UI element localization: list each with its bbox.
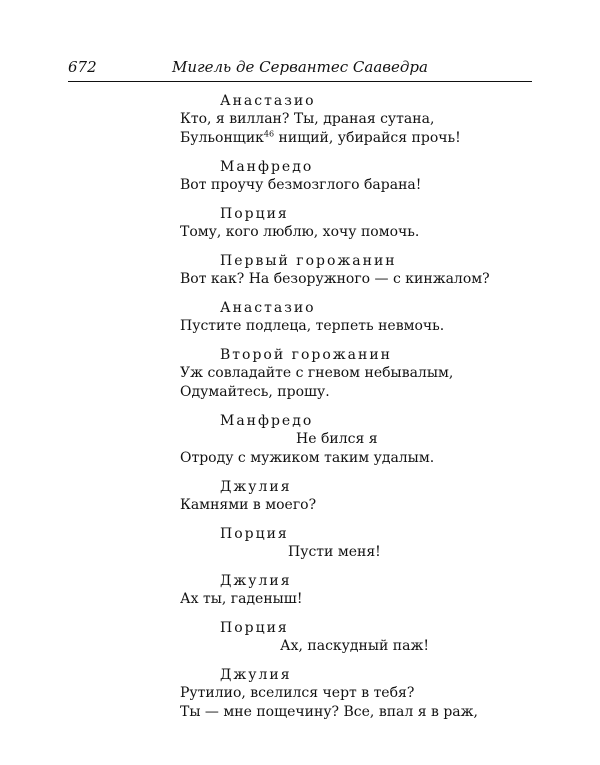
speaker-name: Первый горожанин xyxy=(220,253,397,269)
verse-line: Вот проучу безмозглого барана! xyxy=(180,177,422,193)
page-number: 672 xyxy=(68,58,97,76)
verse-line: Пустите подлеца, терпеть невмочь. xyxy=(180,318,445,334)
verse-line: Вот как? На безоружного — с кинжалом? xyxy=(180,271,490,287)
speaker-name: Джулия xyxy=(220,479,292,495)
speaker-name: Второй горожанин xyxy=(220,347,393,363)
speaker-name: Порция xyxy=(220,620,289,636)
page-header xyxy=(68,58,532,80)
verse-line: Уж совладайте с гневом небывалым, xyxy=(180,365,454,381)
verse-line: Ты — мне пощечину? Все, впал я в раж, xyxy=(180,704,478,720)
verse-line: Пусти меня! xyxy=(288,544,381,560)
verse-line: Кто, я виллан? Ты, драная сутана, xyxy=(180,111,435,127)
speaker-name: Анастазио xyxy=(220,300,316,316)
header-rule xyxy=(68,81,532,82)
speaker-name: Джулия xyxy=(220,573,292,589)
verse-line: Одумайтесь, прошу. xyxy=(180,384,330,400)
running-title: Мигель де Сервантес Сааведра xyxy=(172,58,428,76)
speaker-name: Порция xyxy=(220,206,289,222)
play-text xyxy=(180,92,490,722)
speaker-name: Порция xyxy=(220,526,289,542)
verse-line: Ах, паскудный паж! xyxy=(280,638,429,654)
footnote-ref: 46 xyxy=(263,129,275,139)
verse-line: Ах ты, гаденыш! xyxy=(180,591,303,607)
verse-line: Тому, кого люблю, хочу помочь. xyxy=(180,224,420,240)
verse-line: Не бился я xyxy=(296,431,378,447)
speaker-name: Манфредо xyxy=(220,413,314,429)
speaker-name: Анастазио xyxy=(220,93,316,109)
verse-line: Бульонщик$^{46}$ нищий, убирайся прочь! xyxy=(180,129,461,146)
verse-line: Рутилио, вселился черт в тебя? xyxy=(180,685,415,701)
verse-line: Камнями в моего? xyxy=(180,497,317,513)
verse-line: Отроду с мужиком таким удалым. xyxy=(180,450,435,466)
speaker-name: Джулия xyxy=(220,667,292,683)
speaker-name: Манфредо xyxy=(220,159,314,175)
